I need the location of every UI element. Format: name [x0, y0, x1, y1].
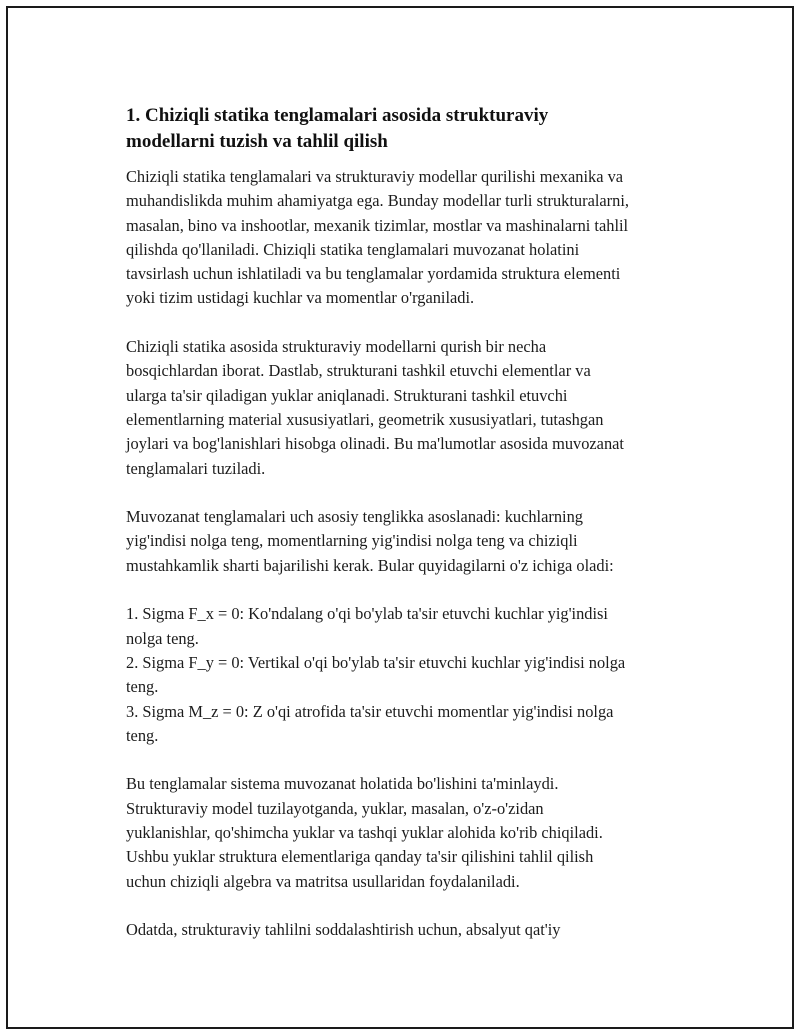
equation-list [126, 602, 706, 748]
text-line: yig'indisi nolga teng, momentlarning yig'indisi nolga teng va chiziqli [126, 531, 578, 551]
list-item: nolga teng. [126, 628, 199, 648]
paragraph-simplification [126, 918, 706, 942]
title-line: 1. Chiziqli statika tenglamalari asosida strukturaviy [126, 105, 549, 126]
text-line: Odatda, strukturaviy tahlilni soddalashtirish uchun, absalyut qat'iy [126, 920, 561, 940]
document-body [126, 103, 706, 967]
text-line: tavsirlash uchun ishlatiladi va bu tenglamalar yordamida struktura elementi [126, 264, 621, 284]
text-line: masalan, bino va inshootlar, mexanik tizimlar, mostlar va mashinalarni tahlil [126, 215, 629, 235]
text-line: Chiziqli statika tenglamalari va strukturaviy modellar qurilishi mexanika va [126, 167, 624, 186]
text-line: ularga ta'sir qiladigan yuklar aniqlanadi. Strukturani tashkil etuvchi [126, 385, 568, 405]
text-line: qilishda qo'llaniladi. Chiziqli statika tenglamalari muvozanat holatini [126, 239, 580, 259]
text-line: yuklanishlar, qo'shimcha yuklar va tashqi yuklar alohida ko'rib chiqiladi. [126, 823, 603, 843]
document-title [126, 103, 706, 155]
list-item: 3. Sigma M_z = 0: Z o'qi atrofida ta'sir etuvchi momentlar yig'indisi nolga [126, 701, 614, 721]
text-line: Muvozanat tenglamalari uch asosiy tenglikka asoslanadi: kuchlarning [126, 507, 583, 527]
text-line: yoki tizim ustidagi kuchlar va momentlar o'rganiladi. [126, 288, 475, 308]
text-line: Strukturaviy model tuzilayotganda, yuklar, masalan, o'z-o'zidan [126, 798, 544, 818]
text-line: bosqichlardan iborat. Dastlab, strukturani tashkil etuvchi elementlar va [126, 361, 591, 381]
paragraph-intro [126, 165, 706, 311]
list-item: teng. [126, 677, 159, 697]
paragraph-stages [126, 335, 706, 481]
text-line: Ushbu yuklar struktura elementlariga qanday ta'sir qilishini tahlil qilish [126, 847, 594, 867]
paragraph-equilibrium [126, 505, 706, 578]
text-line: tenglamalari tuziladi. [126, 458, 266, 478]
text-line: uchun chiziqli algebra va matritsa usullaridan foydalaniladi. [126, 871, 520, 891]
page-frame [6, 6, 794, 1029]
text-line: joylari va bog'lanishlari hisobga olinadi. Bu ma'lumotlar asosida muvozanat [126, 434, 624, 454]
text-line: Bu tenglamalar sistema muvozanat holatida bo'lishini ta'minlaydi. [126, 774, 559, 794]
list-item: 1. Sigma F_x = 0: Ko'ndalang o'qi bo'ylab ta'sir etuvchi kuchlar yig'indisi [126, 604, 608, 624]
text-line: mustahkamlik sharti bajarilishi kerak. Bular quyidagilarni o'z ichiga oladi: [126, 555, 614, 575]
text-line: muhandislikda muhim ahamiyatga ega. Bunday modellar turli strukturalarni, [126, 191, 629, 211]
text-line: elementlarning material xususiyatlari, geometrik xususiyatlari, tutashgan [126, 409, 604, 429]
list-item: 2. Sigma F_y = 0: Vertikal o'qi bo'ylab ta'sir etuvchi kuchlar yig'indisi nolga [126, 652, 626, 672]
paragraph-loads [126, 772, 706, 893]
text-line: Chiziqli statika asosida strukturaviy modellarni qurish bir necha [126, 337, 547, 357]
list-item: teng. [126, 725, 159, 745]
title-line: modellarni tuzish va tahlil qilish [126, 131, 388, 152]
